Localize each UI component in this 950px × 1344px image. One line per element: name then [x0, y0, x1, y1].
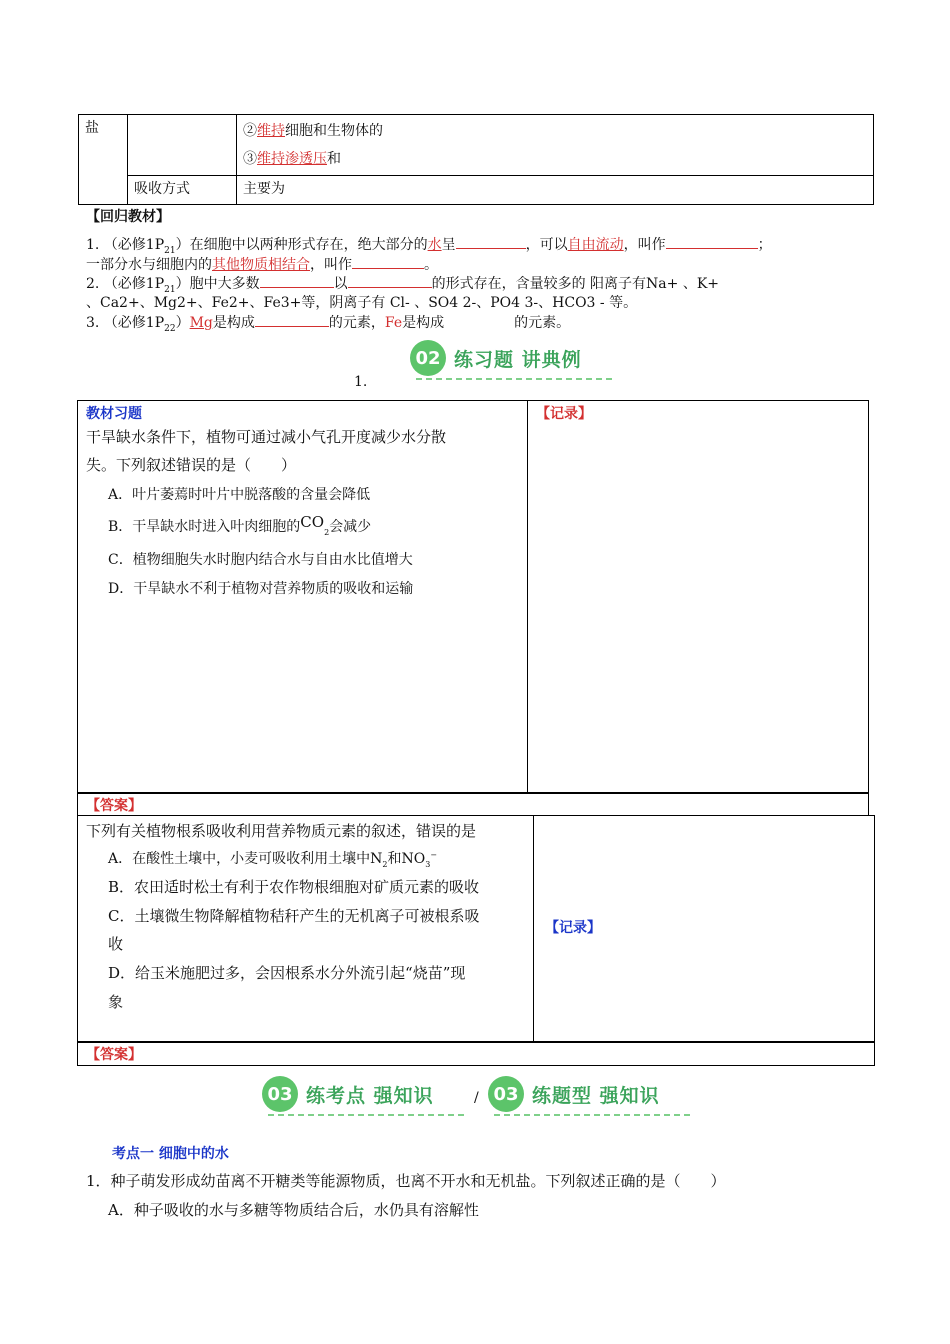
review-q1-line2: 一部分水与细胞内的其他物质相结合，叫作 。: [86, 254, 438, 274]
section-banner-exam-points: [262, 1076, 434, 1112]
banner-underline: [268, 1114, 464, 1116]
banner-title: 练习题 讲典例: [454, 348, 582, 371]
box2-option-d-2: 象: [108, 993, 124, 1011]
box1-answer: 【答案】: [86, 798, 142, 814]
blank[interactable]: [348, 273, 432, 288]
badge-icon: 03: [262, 1076, 298, 1112]
blank[interactable]: [456, 234, 526, 249]
box2-option-d-1: D．给玉米施肥过多，会因根系水分外流引起“烧苗”现: [108, 964, 466, 982]
box2-record: 【记录】: [545, 920, 601, 936]
review-q2-line1: 2. （必修$1P_{21}$）胞中大多数 以 的形式存在，含量较多的 阳离子有Na+ 、K+: [86, 273, 719, 295]
box1-option-b: B．干旱缺水时进入叶肉细胞的$CO_2$会减少: [108, 513, 372, 537]
blank[interactable]: [666, 234, 758, 249]
section-banner-question-types: [488, 1076, 660, 1112]
box2-option-c-2: 收: [108, 935, 124, 953]
table-cell-absorb-value: 主要为: [237, 176, 874, 205]
box2-answer: 【答案】: [86, 1047, 142, 1063]
box1-stem-2: 失。下列叙述错误的是（ ）: [86, 456, 297, 474]
box1-record: 【记录】: [536, 406, 592, 422]
table-cell-salt: 盐: [79, 115, 128, 205]
box1-title: 教材习题: [86, 406, 142, 422]
review-heading: 【回归教材】: [86, 209, 170, 225]
table-cell-empty: [128, 115, 237, 176]
banner-underline: [494, 1114, 690, 1116]
review-q2-line2: 、Ca2+、Mg2+、Fe2+、Fe3+等，阴离子有 Cl- 、SO4 2-、PO4 3-、HCO3 - 等。: [86, 295, 638, 311]
review-q1-line1: 1. （必修$1P_{21}$）在细胞中以两种形式存在，绝大部分的水呈 ，可以自由流动，叫作 ；: [86, 234, 772, 256]
box1-option-c: C．植物细胞失水时胞内结合水与自由水比值增大: [108, 552, 413, 568]
table-cell-absorb-label: 吸收方式: [128, 176, 237, 205]
section-q1: 1．种子萌发形成幼苗离不开糖类等能源物质，也离不开水和无机盐。下列叙述正确的是（ ）: [86, 1172, 726, 1190]
banner-separator: /: [474, 1090, 479, 1106]
top-table: [78, 114, 874, 205]
answer-row-2: [77, 1041, 875, 1066]
section-heading: 考点一 细胞中的水: [112, 1146, 229, 1162]
stray-number: 1.: [354, 374, 368, 390]
box2-option-b: B．农田适时松土有利于农作物根细胞对矿质元素的吸收: [108, 878, 480, 896]
box1-stem-1: 干旱缺水条件下，植物可通过减小气孔开度减少水分散: [86, 428, 447, 446]
blank[interactable]: [352, 254, 424, 269]
banner-title: 练题型 强知识: [532, 1084, 660, 1107]
badge-icon: 03: [488, 1076, 524, 1112]
box2-option-a: A．在酸性土壤中，小麦可吸收利用土壤中$N_2$和$NO_3^-$: [108, 850, 437, 869]
table-cell-functions: ②维持细胞和生物体的 ③维持渗透压和: [237, 115, 874, 176]
box2-stem: 下列有关植物根系吸收利用营养物质元素的叙述，错误的是: [86, 822, 477, 840]
box1-option-d: D．干旱缺水不利于植物对营养物质的吸收和运输: [108, 581, 414, 597]
blank[interactable]: [255, 312, 329, 327]
section-banner-practice: [410, 340, 582, 376]
banner-underline: [416, 378, 612, 380]
divider: [533, 815, 534, 1041]
section-q1-option-a: A．种子吸收的水与多糖等物质结合后，水仍具有溶解性: [108, 1201, 479, 1219]
review-q3: 3. （必修$1P_{22})Mg$是构成 的元素，Fe是构成 的元素。: [86, 312, 570, 334]
box2-option-c-1: C．土壤微生物降解植物秸秆产生的无机离子可被根系吸: [108, 907, 480, 925]
banner-title: 练考点 强知识: [306, 1084, 434, 1107]
badge-icon: 02: [410, 340, 446, 376]
box1-option-a: A．叶片萎蔫时叶片中脱落酸的含量会降低: [108, 487, 371, 503]
divider: [527, 400, 528, 792]
blank[interactable]: [260, 273, 334, 288]
answer-row-1: [77, 792, 869, 816]
